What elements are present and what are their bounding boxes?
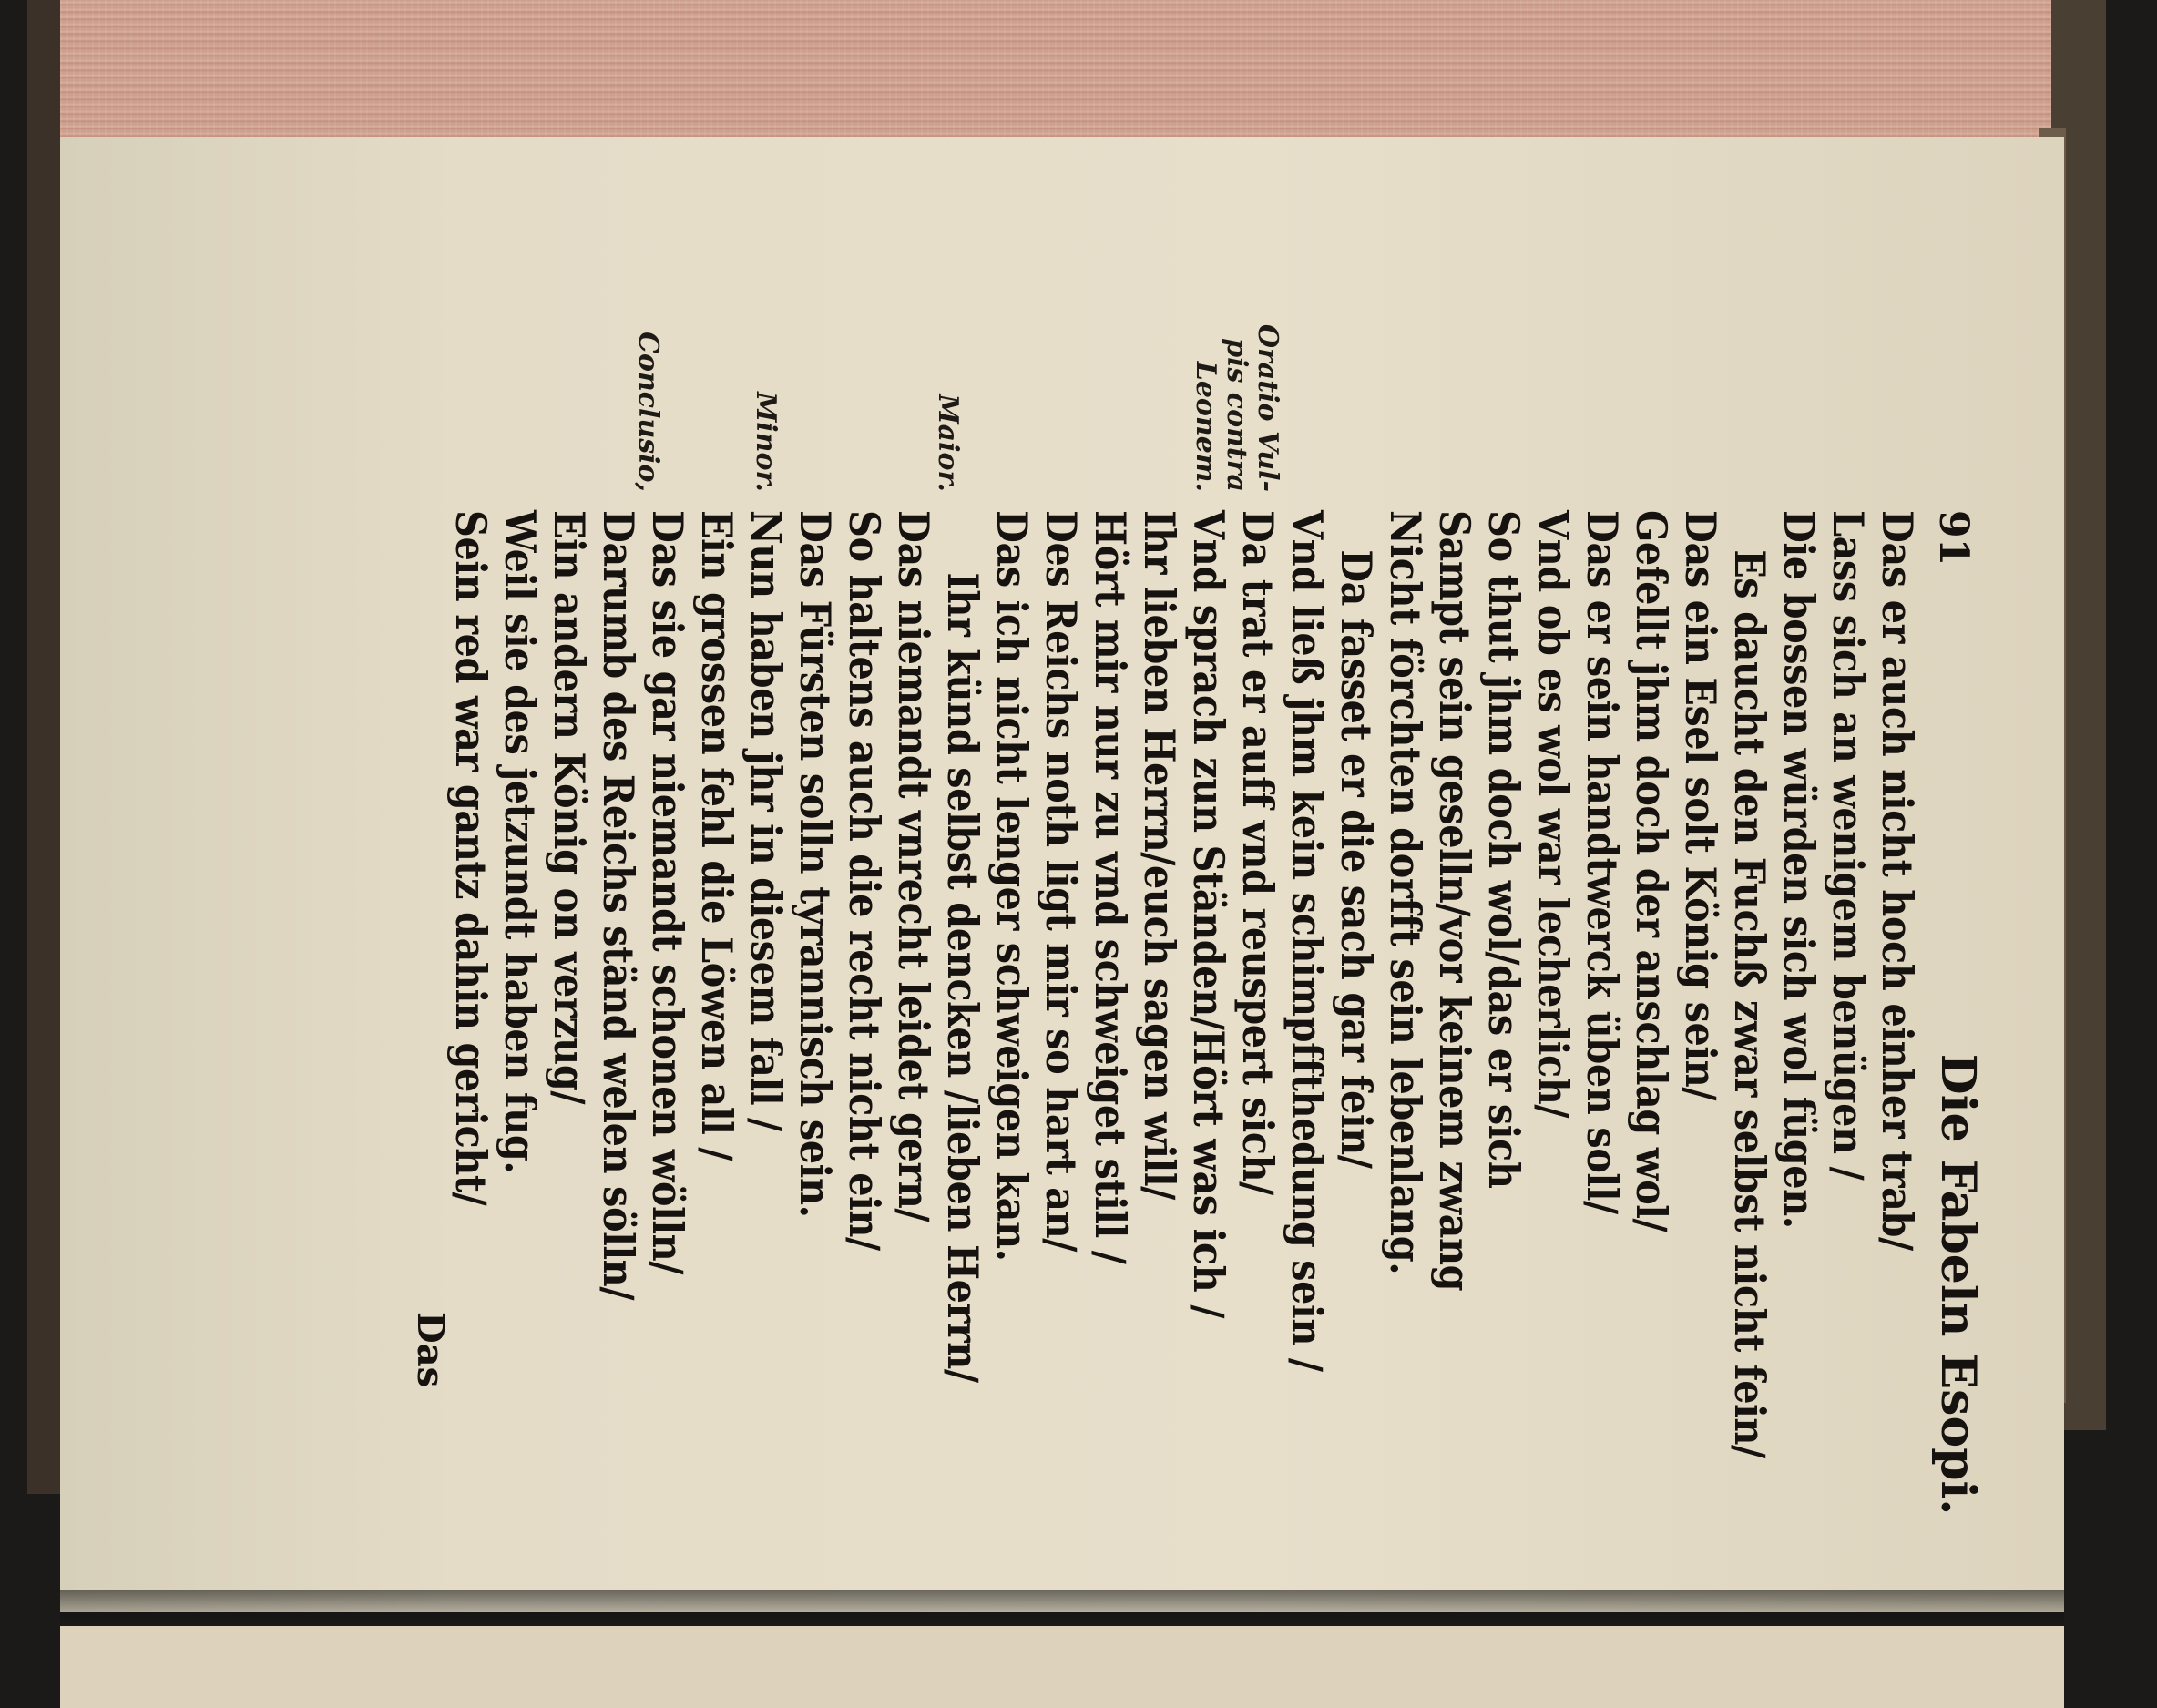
verse-line: Ein grossen fehl die Löwen all / <box>692 510 741 1161</box>
margin-note-oratio-3: Leonem. <box>1189 361 1222 492</box>
verse-line: Weil sie des jetzundt haben fug. <box>496 510 545 1174</box>
verse-line: Gefellt jhm doch der anschlag wol/ <box>1627 510 1676 1232</box>
running-head: Die Fabeln Esopi. <box>1930 1053 1986 1516</box>
verse-line: Lass sich an wenigem benügen / <box>1824 510 1873 1181</box>
verse-text <box>446 510 1922 1576</box>
margin-note-conclusio: Conclusio, <box>631 332 664 492</box>
verse-line: Sampt sein geselln/vor keinem zwang <box>1430 510 1479 1292</box>
verse-line: Das Fürsten solln tyrannisch sein. <box>791 510 840 1218</box>
catchword: Das <box>409 1312 452 1388</box>
verse-line: Nicht förchten dorfft sein lebenlang. <box>1381 510 1430 1275</box>
verse-line: Vnd sprach zun Ständen/Hört was ich / <box>1184 510 1233 1318</box>
verse-line: Das er auch nicht hoch einher trab/ <box>1873 510 1922 1251</box>
verse-line: Sein red war gantz dahin gericht/ <box>446 510 496 1206</box>
verse-line: Vnd ließ jhm kein schimpffthedung sein / <box>1283 510 1332 1372</box>
verse-line: So thut jhm doch wol/das er sich <box>1479 510 1528 1189</box>
page-number: 91 <box>1930 510 1977 567</box>
verse-line: Das niemandt vnrecht leidet gern/ <box>889 510 938 1222</box>
verse-line: Da fasset er die sach gar fein/ <box>1332 549 1381 1169</box>
verse-line: Das ich nicht lenger schweigen kan. <box>987 510 1037 1262</box>
next-page-edge <box>60 1626 2064 1708</box>
verse-line: Es daucht den Fuchß zwar selbst nicht fein/ <box>1725 549 1774 1458</box>
verse-line: Des Reichs noth ligt mir so hart an/ <box>1037 510 1086 1252</box>
verse-line: Das er sein handtwerck üben soll/ <box>1578 510 1627 1214</box>
margin-note-minor: Minor. <box>750 392 782 492</box>
verse-line: Hört mir nur zu vnd schweiget still / <box>1086 510 1135 1264</box>
marginal-notes <box>631 291 1922 492</box>
margin-note-oratio-2: pis contra <box>1220 338 1252 492</box>
verse-line: Die bossen würden sich wol fügen. <box>1774 510 1824 1229</box>
verse-line: Ihr lieben Herrn/euch sagen will/ <box>1135 510 1184 1200</box>
verse-line: So haltens auch die recht nicht ein/ <box>840 510 889 1251</box>
page-fore-edge-texture <box>60 0 2073 138</box>
margin-note-oratio-1: Oratio Vul- <box>1252 323 1283 492</box>
verse-line: Das ein Esel solt König sein/ <box>1676 510 1725 1100</box>
verse-line: Ihr künd selbst dencken /lieben Herrn/ <box>938 572 987 1383</box>
margin-note-maior: Maior. <box>932 394 964 492</box>
verse-line: Nun haben jhr in diesem fall / <box>741 510 791 1131</box>
verse-line: Vnd ob es wol war lecherlich/ <box>1528 510 1578 1119</box>
verse-line: Da trat er auff vnd reuspert sich/ <box>1233 510 1283 1195</box>
verse-line: Darumb des Reichs ständ welen sölln/ <box>594 510 643 1300</box>
verse-line: Das sie gar niemandt schonen wölln/ <box>643 510 692 1274</box>
page-gutter-shadow <box>60 1590 2064 1626</box>
verse-line: Ein andern König on verzug/ <box>545 510 594 1105</box>
